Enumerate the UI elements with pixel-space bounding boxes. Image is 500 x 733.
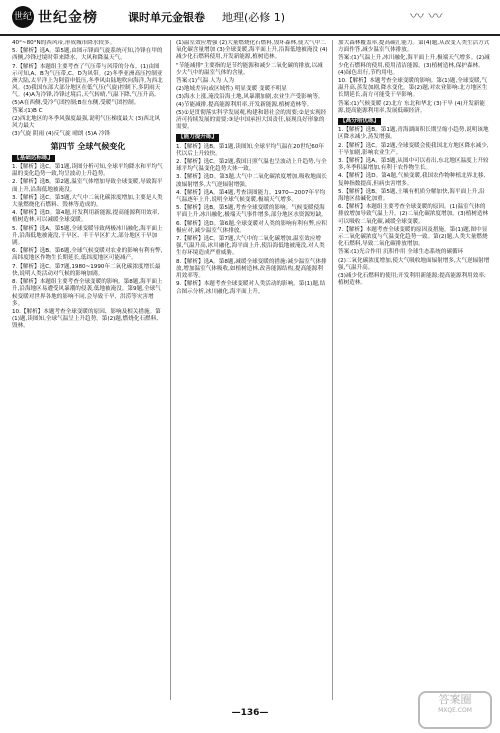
paragraph: 1.【解析】选C。第1题,读图分析可知,全球平均降水和平均气温的变化趋势一致,均呈波动上升趋势。	[12, 164, 163, 178]
watermark-text: 答案圈	[438, 693, 472, 706]
column-1	[12, 40, 164, 705]
answer-line: (3)减少化石燃料的使用;开发利用新能源;提高能源利用效率;植树造林。	[338, 273, 486, 287]
paragraph: 7.【解析】本题考查全球变暖的原因及措施。第(1)题,图中显示二氧化碳浓度与气温变化趋势一致。第(2)题,人类大量燃烧化石燃料,导致二氧化碳排放增加。	[338, 226, 488, 248]
paragraph: 40°~80°N的西风带,形成城市降水较多。	[12, 40, 116, 46]
paragraph: 3.【解析】选C。第3题,大气中二氧化碳浓度增加,主要是人类大量燃烧化石燃料、毁林等造成的。	[12, 194, 163, 209]
brand-title: 世纪金榜	[38, 10, 98, 26]
section-tag: 【基础达标练】	[14, 154, 54, 161]
paragraph: 9.【解析】本题考查全球变暖对人类活动的影响。第(1)题,结合图示分析,冰川融化,海平面上升。	[176, 281, 326, 295]
paragraph: (5)①是贯彻落实科学发展观,构建和谐社会的需要;②是实现经济可持续发展的需要;③是中国承担大国责任,展现良好形象的需要。	[176, 109, 327, 131]
paragraph: 2.【解析】选C。第2题,全球变暖会使我国北方地区降水减少,干旱加剧,影响农业生产。	[338, 142, 489, 156]
paragraph: 7.【解析】选C。第7题,大气中的二氧化碳增加,温室效应增强,气温升高,冰川融化,海平面上升,使沿海低地被淹没,对人类生存环境造成严重威胁。	[176, 236, 325, 257]
column-3	[338, 40, 490, 705]
answer-line: (2)西北地区的冬季风强度最强,说明气压梯度最大 (3)西北风 风力最大	[12, 116, 161, 130]
paragraph: 7.【解析】本题组主要考查了气压带与风带的分布。(1)由图示可知,A、B为气压带,C、D为风带。(2)冬季亚洲高压控制亚洲大陆,太平洋上为阿留申低压,冬季风由陆地吹向海洋,为西北风。(3)我国东部大部分地区在低气压(气旋)控制下,多阴雨天气。(4)A为冷锋,冷锋过境后,天气转晴,气温下降,气压升高。(5)A在西侧,受冷气团控制;B在东侧,受暖气团控制。	[12, 63, 163, 106]
answer-line: (2)二氧化碳浓度增加,使大气吸收地面辐射增多,大气逆辐射增强,气温升高。	[338, 257, 490, 271]
paragraph: 2.【解析】选C。第2题,我国日照气温也呈波动上升趋势,与全球平均气温变化趋势大体一致。	[176, 159, 327, 173]
answer-line: 答案:(1)气温 人为 人为	[176, 78, 235, 85]
subject-title: 地理(必修 1)	[222, 11, 286, 24]
column-2	[176, 40, 328, 705]
answer-line: 答案:(1)B C	[12, 107, 43, 114]
paragraph: 加大森林覆盖率,提高碳汇能力。第(4)题,从改变人类生活方式方面作答,减少温室气体排放。	[338, 40, 490, 54]
paragraph: (3)海水上涨,淹没沿海土地,风暴潮加剧,农业生产受影响等。(4)节能减排,提高能源利用率,开发新能源,植树造林等。	[176, 94, 324, 108]
paragraph: 8.【解析】选A。第8题,减缓全球变暖的措施:减少温室气体排放,增加温室气体吸收,如植树造林,改善能源结构,提高能源利用效率等。	[176, 258, 327, 280]
page-header	[0, 0, 500, 36]
series-title: 课时单元金银卷	[128, 11, 205, 24]
paragraph: 4.【解析】选D。第4题,开发利用新能源,提高能源利用效率,植树造林,可以减缓全球变暖。	[12, 210, 160, 224]
page-number: —136—	[231, 708, 269, 718]
paragraph: 5.【解析】选A。第5题,全球变暖导致两极冰川融化,海平面上升,沿海低地被淹没,干旱区、半干旱区扩大,部分地区干旱加剧。	[12, 225, 163, 247]
paragraph: 2.【解析】选B。第2题,温室气体增加导致全球变暖,导致海平面上升,沿海低地被淹没。	[12, 179, 163, 193]
birds-decoration-icon: 〰 〰	[410, 9, 443, 25]
paragraph: 5.【解析】选B。第5题,土壤有机质分解加快,海平面上升,沿海地区盐碱化加重。	[338, 188, 485, 203]
column-divider	[170, 40, 171, 700]
watermark-logo	[418, 691, 492, 729]
paragraph: 6.【解析】选B。第6题,全球气候变暖对农业的影响有利有弊,高纬度地区作物生长期延长,低纬度地区可能减产。	[12, 248, 163, 262]
paragraph: 4.【解析】选A。第4题,考查读图能力。1970—2007年平均气温逐年上升,说明全球气候变暖,极端天气增多。	[176, 189, 326, 204]
column-divider	[332, 40, 333, 700]
section-tag: 【能力提升练】	[178, 134, 218, 141]
paragraph: 5.【解析】选B。第5题,考查全球变暖的影响。气候变暖使海平面上升,冰川融化,极端天气事件增多,部分地区水资源短缺。	[176, 205, 327, 219]
paragraph: 8.【解析】本题组主要考查全球变暖的影响。第8题,海平面上升,沿海地区易遭受风暴潮的侵袭,低地被淹没。第9题,全球气候变暖对世界各地的影响不同,会导致干旱、洪涝等灾害增多。	[12, 279, 163, 307]
paragraph: 6.【解析】选D。第6题,全球变暖对人类的影响有利有弊,应积极应对,减少温室气体排放。	[176, 220, 328, 234]
paragraph: 1.【解析】选B。第1题,读图知,全球平均气温在20世纪60年代以后上升较快。	[176, 143, 324, 157]
answer-line: 答案:(1)气温上升,冰川融化,海平面上升,极端天气增多。(2)减少化石燃料的使用,使用清洁能源。(3)植树造林,保护森林。(4)绿色出行,节约用电。	[338, 55, 490, 76]
paragraph: 7.【解析】选C。第7题,1980~1990年二氧化碳浓度增长最快,说明人类活动对气候的影响加剧。	[12, 263, 161, 277]
paragraph: 1.【解析】选B。第1题,青海湖面积长期呈缩小趋势,说明该地区降水减少,蒸发增强。	[338, 127, 489, 141]
section-tag: 【高分培优练】	[340, 118, 380, 125]
answer-line: (3)气旋 阴雨 (4)反气旋 晴朗 (5)A 冷锋	[12, 131, 111, 138]
paragraph: (1)温室效应增强 (2)大量燃烧化石燃料,毁坏森林,使大气中二氧化碳含量增加 (3)全球变暖,海平面上升,沿海低地被淹没 (4)减少化石燃料使用,开发新能源,植树造林。	[176, 40, 328, 61]
paragraph: 10.【解析】本题考查全球变暖的影响。第(1)题,全球变暖,气温升高,蒸发加剧,降水变化。第(2)题,对农业影响:北方地区生长期延长,南方可能受干旱影响。	[338, 78, 488, 99]
paragraph: 3.【解析】选D。第3题,大气中二氧化碳浓度增加,吸收地面长波辐射增多,大气逆辐射增强。	[176, 174, 328, 188]
answer-line: 答案:(1)气候变暖 (2)北方 东北和华北 (3)干旱 (4)开发新能源,提高能源利用率,发展低碳经济。	[338, 100, 485, 114]
paragraph: 6.【解析】本题组主要考查全球变暖的原因。(1)温室气体的排放增加导致气温上升。(2)二氧化碳浓度增加。(3)植树造林可以吸收二氧化碳,减缓全球变暖。	[338, 204, 489, 225]
paragraph: 4.【解析】选D。第4题,气候变暖,我国农作物种植北界北移,复种指数提高,但病虫害增多。	[338, 173, 486, 187]
paragraph: 10.【解析】本题考查全球变暖的原因、影响及相关措施。第(1)题,读图知,全球气温呈上升趋势。第(2)题,燃烧化石燃料、毁林。	[12, 308, 162, 330]
paragraph: "节能减排"主要指的是节约能源和减少二氧化碳的排放,以减少大气中的温室气体的含量。	[176, 62, 323, 76]
answer-line: (2)地域差异(或区域性) 明显变暖 变暖不明显	[176, 86, 287, 93]
paragraph: 3.【解析】选A。第3题,从图中可以看出,东北地区温度上升较多,冬季积温增加,有利于农作物生长。	[338, 158, 489, 172]
brand-logo-icon: 世纪	[12, 6, 34, 28]
watermark-url: MXQE.COM	[438, 707, 472, 714]
paragraph: 5.【解析】选A。第5题,由图示锋面气旋系统可知,冷锋在甲的西侧,冷锋过境时带来降水、大风和降温天气。	[12, 48, 163, 62]
answer-line: 答案:(1)光合作用 沉积作用 全球生态系统的碳循环	[338, 249, 464, 256]
section-title: 第四节 全球气候变化	[50, 141, 126, 151]
